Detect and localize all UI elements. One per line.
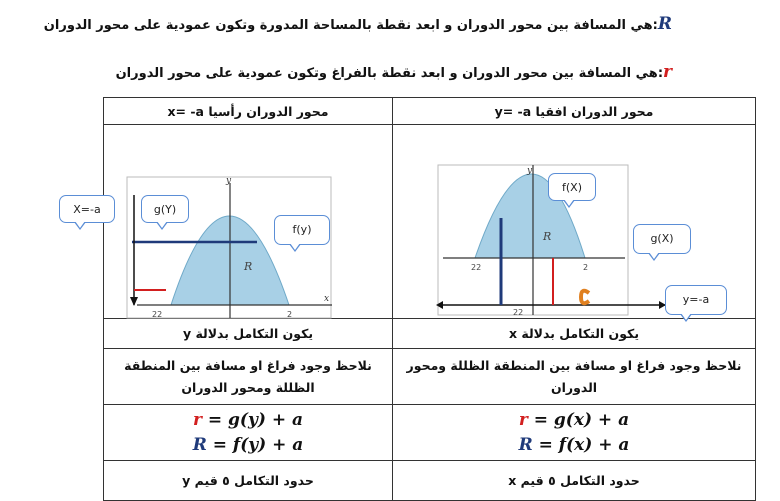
note-left: نلاحظ وجود فراغ او مسافة بين المنطقة الظللة ومحور الدوران	[104, 349, 393, 405]
tick-left: 22	[152, 310, 163, 319]
graph-cell-horizontal	[393, 125, 756, 319]
equation-r-x: r = g(x) + a	[518, 409, 630, 430]
callout-g-x: g(X)	[633, 224, 691, 254]
x-axis-label: x	[324, 294, 330, 304]
note-right: نلاحظ وجود فراغ او مسافة بين المنطقة الظللة ومحور الدوران	[393, 349, 756, 405]
equations-left	[104, 405, 393, 461]
symbol-R: R	[657, 14, 672, 34]
tick-right: 2	[287, 310, 293, 319]
region-label: R	[244, 260, 253, 273]
equation-R-x: R = f(x) + a	[518, 434, 630, 455]
region-label: R	[543, 230, 552, 243]
definition-R-text: :هي المسافة بين محور الدوران و ابعد نقطة بالمساحة المدورة وتكون عمودية على محور الدوران	[43, 18, 658, 33]
equation-row	[104, 405, 756, 461]
definition-r	[116, 62, 672, 82]
tick-right: 2	[583, 263, 589, 272]
equation-R-y: R = f(y) + a	[192, 434, 304, 455]
integration-x: يكون التكامل بدلالة x	[393, 319, 756, 349]
limits-right: حدود التكامل ٥ قيم x	[393, 461, 756, 501]
callout-g-y: g(Y)	[141, 195, 189, 223]
y-axis-label: y	[527, 166, 533, 176]
header-vertical-axis: محور الدوران رأسيا x= -a	[104, 98, 393, 125]
graph-row	[104, 125, 756, 319]
limits-left: حدود التكامل ٥ قيم y	[104, 461, 393, 501]
header-horizontal-axis: محور الدوران افقيا y= -a	[393, 98, 756, 125]
callout-f-y: f(y)	[274, 215, 330, 245]
callout-f-x: f(X)	[548, 173, 596, 201]
definition-r-text: :هي المسافة بين محور الدوران و ابعد نقطة بالفراغ وتكون عمودية على محور الدوران	[115, 66, 664, 81]
graph-cell-vertical	[73, 125, 393, 319]
tick-left: 22	[471, 263, 482, 272]
integration-y: يكون التكامل بدلالة y	[104, 319, 393, 349]
note-row	[104, 349, 756, 405]
equation-r-y: r = g(y) + a	[193, 409, 303, 430]
integration-row	[104, 319, 756, 349]
callout-axis-x: X=-a	[59, 195, 115, 223]
comparison-table	[73, 97, 756, 501]
tick-bottom: 22	[513, 308, 524, 317]
header-row	[104, 98, 756, 125]
callout-axis-y: y=-a	[665, 285, 727, 315]
equations-right	[393, 405, 756, 461]
definition-R	[44, 14, 672, 34]
symbol-r: r	[663, 62, 672, 82]
limits-row	[104, 461, 756, 501]
y-axis-label: y	[226, 176, 232, 186]
